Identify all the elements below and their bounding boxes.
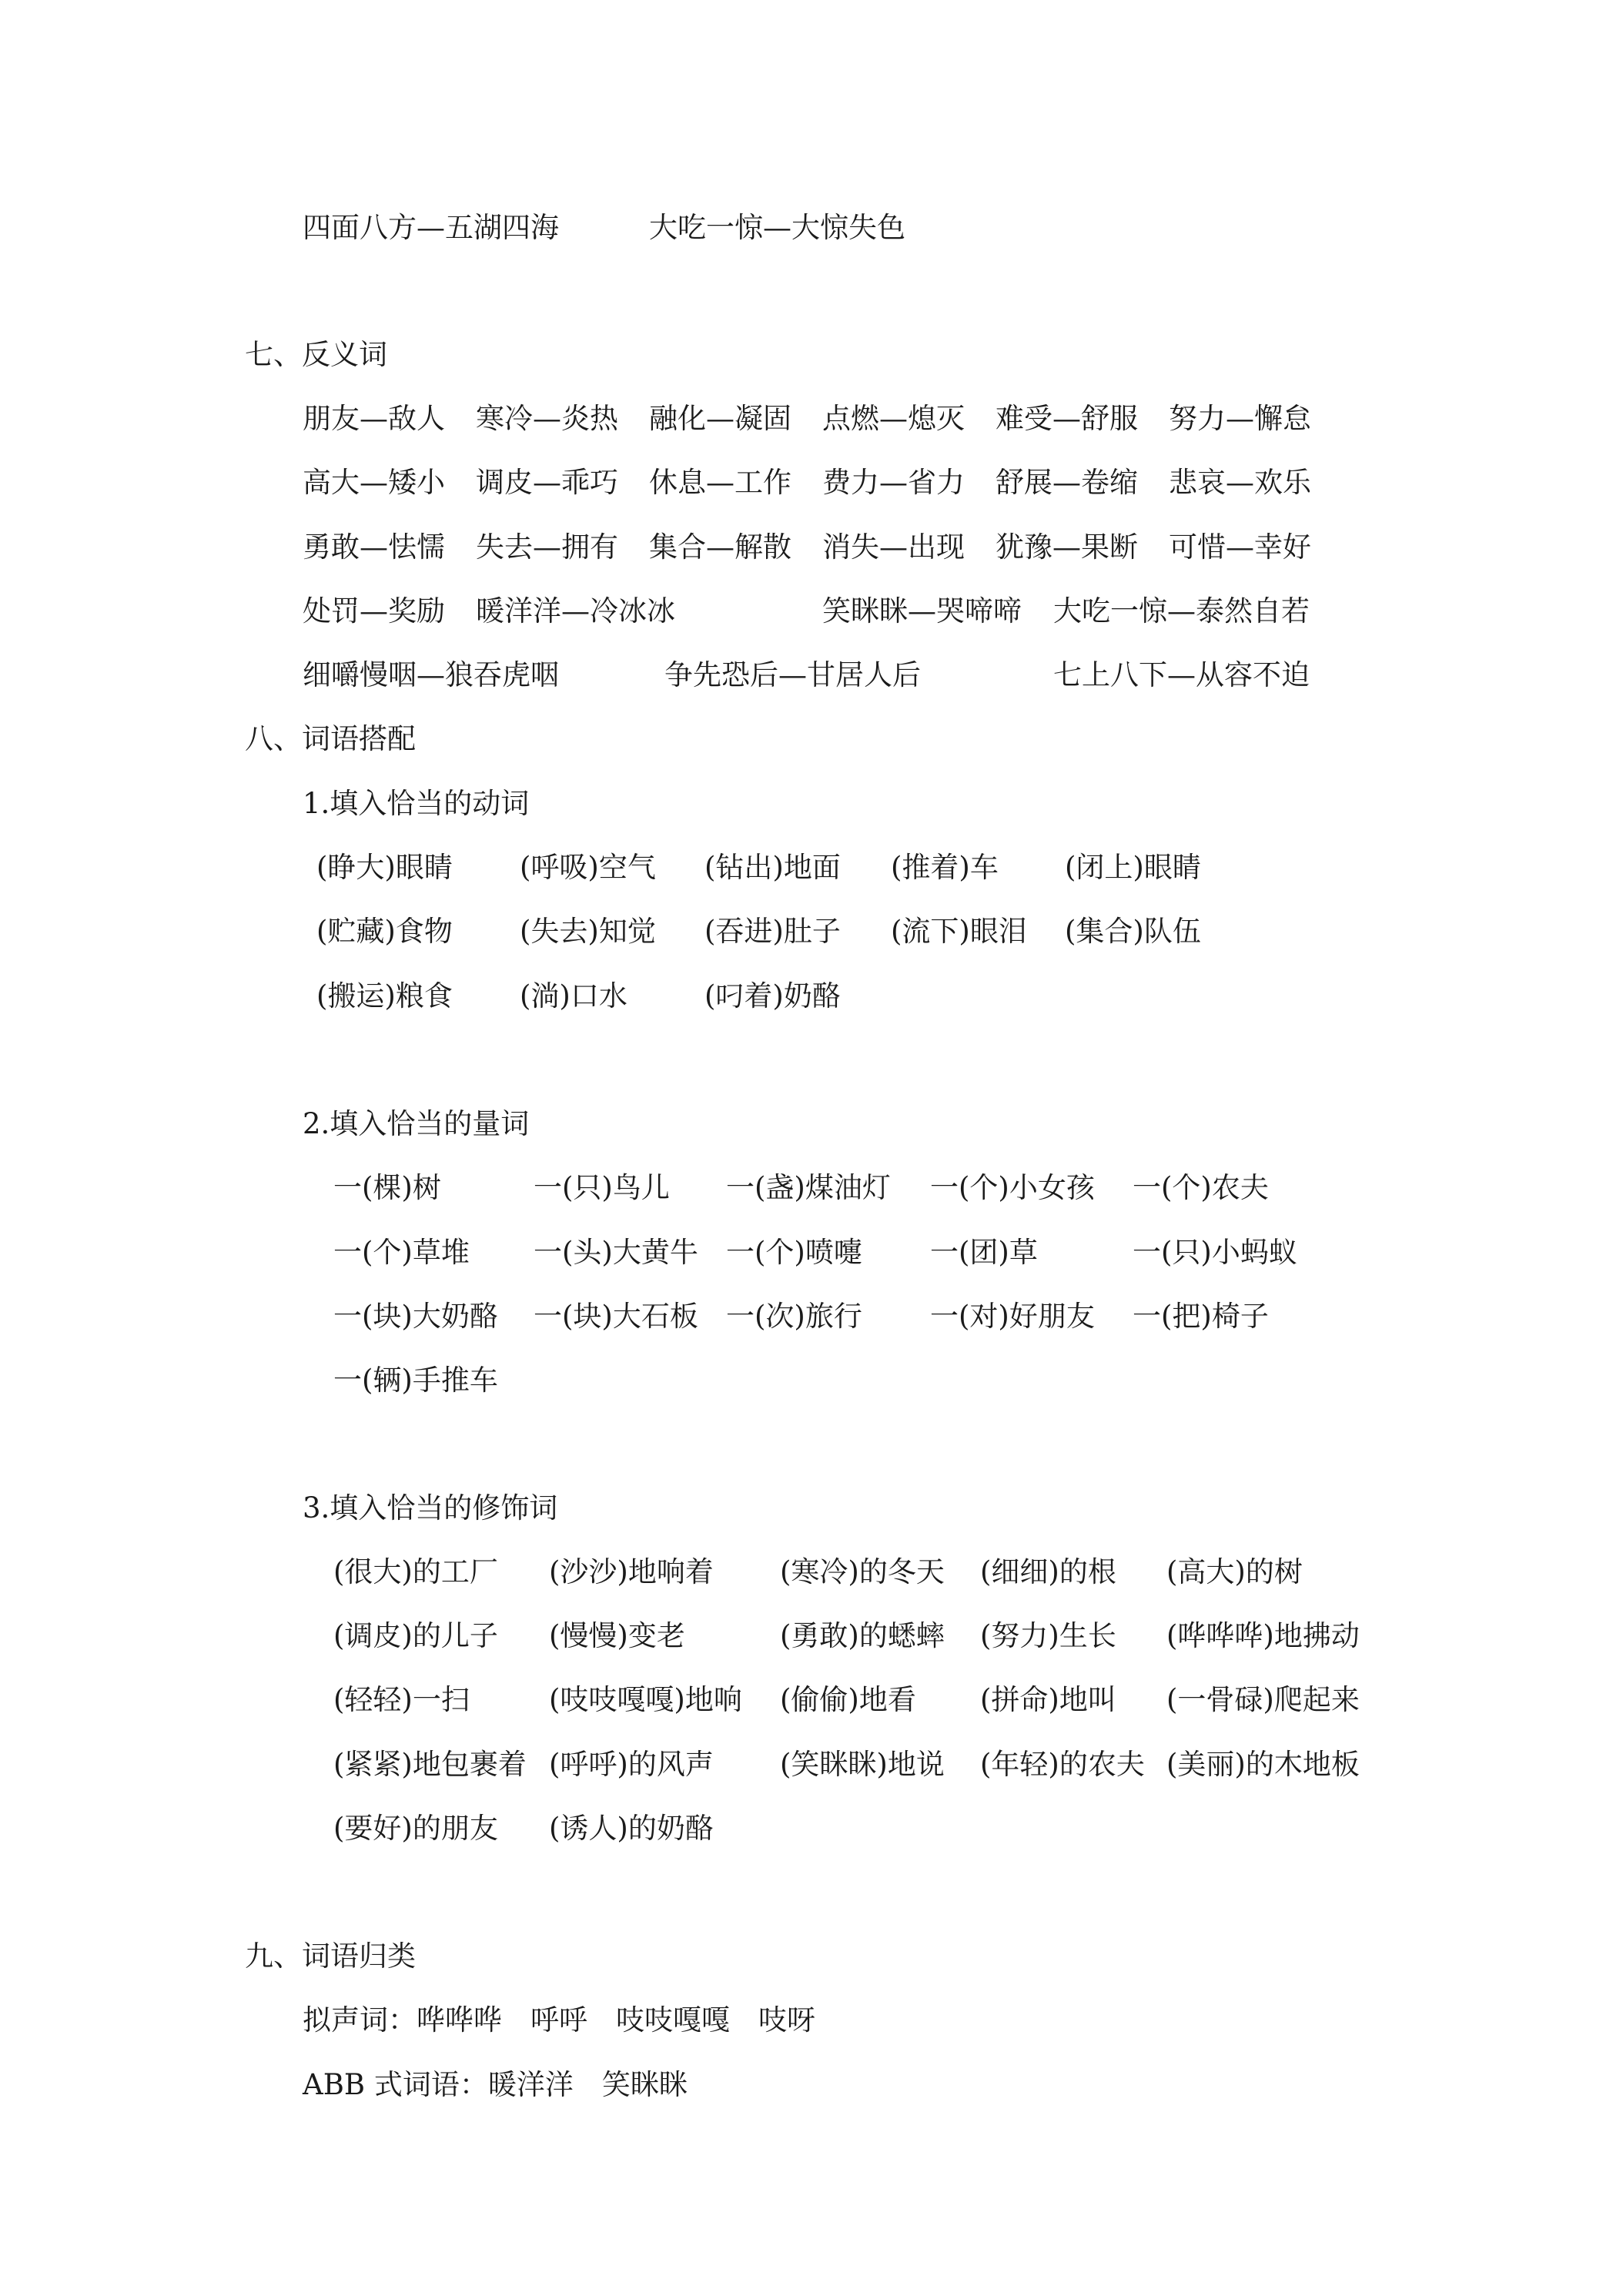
- modifier-phrase: (偷偷)地看: [780, 1683, 916, 1716]
- modifier-phrase: (轻轻)一扫: [333, 1683, 470, 1716]
- antonym-pair: 大吃一惊—泰然自若: [1053, 594, 1310, 628]
- verb-phrase: (流下)眼泪: [891, 915, 1027, 948]
- antonym-pair: 犹豫—果断: [996, 530, 1138, 564]
- idiom-pair: 四面八方—五湖四海: [303, 211, 559, 244]
- measure-phrase: 一(个)喷嚏: [726, 1236, 862, 1269]
- modifiers-subtitle: 3.填入恰当的修饰词: [303, 1491, 558, 1525]
- antonym-pair: 可惜—幸好: [1169, 530, 1311, 564]
- measure-phrase: 一(盏)煤油灯: [726, 1171, 891, 1204]
- modifier-phrase: (诱人)的奶酪: [549, 1812, 714, 1845]
- measure-phrase: 一(辆)手推车: [333, 1364, 498, 1397]
- verbs-subtitle: 1.填入恰当的动词: [303, 787, 530, 820]
- modifier-phrase: (一骨碌)爬起来: [1166, 1683, 1360, 1716]
- modifier-phrase: (慢慢)变老: [549, 1619, 685, 1652]
- antonym-pair: 高大—矮小: [303, 466, 445, 499]
- measure-phrase: 一(只)鸟儿: [534, 1171, 670, 1204]
- verb-phrase: (叼着)奶酪: [704, 979, 841, 1012]
- modifier-phrase: (调皮)的儿子: [333, 1619, 498, 1652]
- verb-phrase: (失去)知觉: [520, 915, 656, 948]
- verb-phrase: (推着)车: [891, 851, 999, 884]
- section-8-title: 八、词语搭配: [245, 722, 416, 755]
- modifier-phrase: (勇敢)的蟋蟀: [780, 1619, 945, 1652]
- antonym-pair: 难受—舒服: [996, 402, 1138, 435]
- modifier-phrase: (很大)的工厂: [333, 1555, 498, 1588]
- antonym-pair: 费力—省力: [822, 466, 965, 499]
- modifier-phrase: (努力)生长: [980, 1619, 1116, 1652]
- antonym-pair: 朋友—敌人: [303, 402, 445, 435]
- modifier-phrase: (年轻)的农夫: [980, 1748, 1145, 1781]
- antonym-pair: 融化—凝固: [649, 402, 791, 435]
- antonym-pair: 调皮—乖巧: [476, 466, 618, 499]
- measure-phrase: 一(只)小蚂蚁: [1133, 1236, 1297, 1269]
- measure-phrase: 一(把)椅子: [1133, 1300, 1269, 1333]
- verb-phrase: (呼吸)空气: [520, 851, 656, 884]
- antonym-pair: 细嚼慢咽—狼吞虎咽: [303, 658, 559, 691]
- verb-phrase: (淌)口水: [520, 979, 627, 1012]
- verb-phrase: (睁大)眼睛: [316, 851, 453, 884]
- antonym-pair: 努力—懈怠: [1169, 402, 1311, 435]
- measure-phrase: 一(次)旅行: [726, 1300, 862, 1333]
- section-7-title: 七、反义词: [245, 338, 387, 371]
- antonym-pair: 消失—出现: [822, 530, 965, 564]
- antonym-pair: 寒冷—炎热: [476, 402, 618, 435]
- modifier-phrase: (高大)的树: [1166, 1555, 1303, 1588]
- measure-phrase: 一(头)大黄牛: [534, 1236, 698, 1269]
- antonym-pair: 处罚—奖励: [303, 594, 445, 628]
- antonym-pair: 失去—拥有: [476, 530, 618, 564]
- modifier-phrase: (吱吱嘎嘎)地响: [549, 1683, 742, 1716]
- modifier-phrase: (要好)的朋友: [333, 1812, 498, 1845]
- measure-phrase: 一(棵)树: [333, 1171, 441, 1204]
- antonym-pair: 暖洋洋—冷冰冰: [476, 594, 675, 628]
- abb-words-line: ABB 式词语：暖洋洋 笑眯眯: [303, 2068, 688, 2101]
- antonym-pair: 笑眯眯—哭啼啼: [822, 594, 1022, 628]
- modifier-phrase: (哗哗哗)地拂动: [1166, 1619, 1360, 1652]
- modifier-phrase: (拼命)地叫: [980, 1683, 1116, 1716]
- measure-phrase: 一(对)好朋友: [930, 1300, 1095, 1333]
- onomatopoeia-line: 拟声词：哗哗哗 呼呼 吱吱嘎嘎 吱呀: [303, 2003, 815, 2037]
- section-9-title: 九、词语归类: [245, 1940, 416, 1973]
- verb-phrase: (钻出)地面: [704, 851, 841, 884]
- modifier-phrase: (沙沙)地响着: [549, 1555, 714, 1588]
- verb-phrase: (闭上)眼睛: [1065, 851, 1201, 884]
- modifier-phrase: (寒冷)的冬天: [780, 1555, 945, 1588]
- antonym-pair: 悲哀—欢乐: [1169, 466, 1311, 499]
- modifier-phrase: (呼呼)的风声: [549, 1748, 714, 1781]
- antonym-pair: 集合—解散: [649, 530, 791, 564]
- verb-phrase: (吞进)肚子: [704, 915, 841, 948]
- antonym-pair: 点燃—熄灭: [822, 402, 965, 435]
- measure-phrase: 一(个)小女孩: [930, 1171, 1095, 1204]
- antonym-pair: 七上八下—从容不迫: [1053, 658, 1310, 691]
- verb-phrase: (集合)队伍: [1065, 915, 1201, 948]
- modifier-phrase: (细细)的根: [980, 1555, 1116, 1588]
- modifier-phrase: (笑眯眯)地说: [780, 1748, 945, 1781]
- antonym-pair: 争先恐后—甘居人后: [664, 658, 921, 691]
- modifier-phrase: (美丽)的木地板: [1166, 1748, 1360, 1781]
- measure-phrase: 一(团)草: [930, 1236, 1038, 1269]
- antonym-pair: 舒展—卷缩: [996, 466, 1138, 499]
- modifier-phrase: (紧紧)地包裹着: [333, 1748, 527, 1781]
- idiom-pair: 大吃一惊—大惊失色: [649, 211, 905, 244]
- measure-phrase: 一(个)农夫: [1133, 1171, 1269, 1204]
- measure-phrase: 一(块)大奶酪: [333, 1300, 498, 1333]
- antonym-pair: 休息—工作: [649, 466, 791, 499]
- verb-phrase: (贮藏)食物: [316, 915, 453, 948]
- measure-phrase: 一(个)草堆: [333, 1236, 470, 1269]
- verb-phrase: (搬运)粮食: [316, 979, 453, 1012]
- measures-subtitle: 2.填入恰当的量词: [303, 1107, 530, 1140]
- antonym-pair: 勇敢—怯懦: [303, 530, 445, 564]
- measure-phrase: 一(块)大石板: [534, 1300, 698, 1333]
